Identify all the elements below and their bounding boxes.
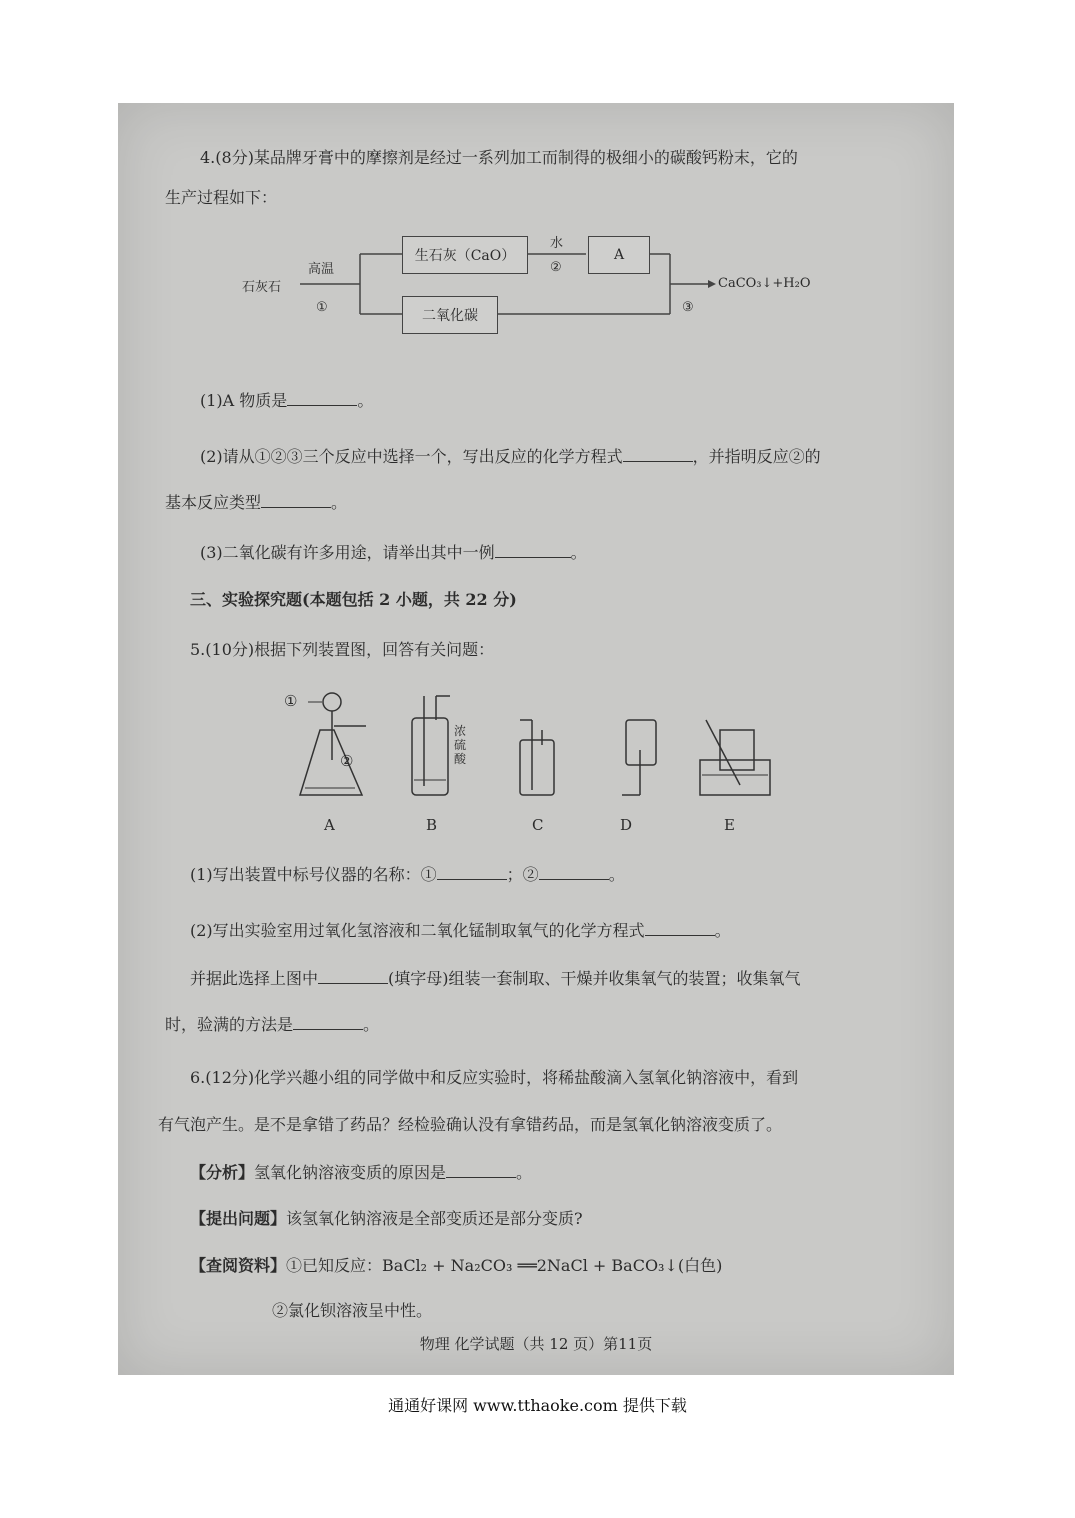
mark-2-label: ② — [340, 752, 354, 770]
q5-sub1 — [190, 862, 625, 885]
quicklime-box: 生石灰（CaO） — [402, 236, 528, 274]
mark-1-label: ① — [284, 692, 298, 710]
analysis-tag: 【分析】 — [190, 1163, 255, 1182]
apparatus-c-label: C — [532, 816, 544, 834]
step3-label: ③ — [682, 300, 694, 315]
reference-text-1: ①已知反应：BaCl₂ + Na₂CO₃ ══2NaCl + BaCO₃↓(白色) — [286, 1256, 723, 1275]
q6-reference — [190, 1253, 722, 1276]
q5-sub2-line3 — [165, 1012, 379, 1035]
period: 。 — [331, 493, 348, 512]
answer-blank — [539, 865, 609, 880]
q5-sub2d-text: 时，验满的方法是 — [165, 1015, 294, 1034]
answer-blank — [446, 1163, 516, 1178]
process-flow-diagram — [230, 218, 850, 348]
q4-sub3 — [200, 540, 587, 563]
period: 。 — [357, 391, 374, 410]
high-temp-label: 高温 — [308, 262, 335, 277]
q5-sub2 — [190, 918, 731, 941]
product-label: CaCO₃↓+H₂O — [718, 276, 811, 291]
reference-tag: 【查阅资料】 — [190, 1256, 287, 1275]
q4-sub2-text: (2)请从①②③三个反应中选择一个，写出反应的化学方程式 — [200, 447, 623, 466]
q4-sub3-text: (3)二氧化碳有许多用途，请举出其中一例 — [200, 543, 495, 562]
apparatus-a-label: A — [324, 816, 335, 834]
period: 。 — [608, 865, 625, 884]
q4-sub2-text-end: ，并指明反应②的 — [692, 447, 821, 466]
step1-label: ① — [316, 300, 328, 315]
acid-label: 浓硫酸 — [454, 724, 467, 766]
q4-sub2 — [200, 444, 821, 467]
q4-line1: 4.(8分)某品牌牙膏中的摩擦剂是经过一系列加工而制得的极细小的碳酸钙粉末，它的 — [200, 148, 798, 167]
period: 。 — [714, 921, 731, 940]
apparatus-d-label: D — [620, 816, 633, 834]
q6-question — [190, 1206, 583, 1229]
q6-line1: 6.(12分)化学兴趣小组的同学做中和反应实验时，将稀盐酸滴入氢氧化钠溶液中，看到 — [190, 1068, 799, 1087]
analysis-text: 氢氧化钠溶液变质的原因是 — [254, 1163, 447, 1182]
q5-sub2-line2 — [190, 966, 801, 989]
substance-a-box: A — [588, 236, 650, 274]
q5-intro: 5.(10分)根据下列装置图，回答有关问题： — [190, 640, 495, 659]
answer-blank — [261, 493, 331, 508]
apparatus-figure — [270, 690, 790, 840]
step2-label: ② — [550, 260, 562, 275]
apparatus-drawing — [270, 690, 790, 810]
answer-blank — [287, 391, 357, 406]
answer-blank — [318, 969, 388, 984]
water-label: 水 — [550, 236, 564, 251]
question-text: 该氢氧化钠溶液是全部变质还是部分变质? — [286, 1209, 583, 1228]
q4-sub2c — [165, 490, 347, 513]
page-footer: 物理 化学试题（共 12 页）第11页 — [419, 1335, 653, 1353]
q4-sub1 — [200, 388, 373, 411]
q6-analysis — [190, 1160, 532, 1183]
period: 。 — [363, 1015, 380, 1034]
co2-box: 二氧化碳 — [402, 296, 498, 334]
q4-line2: 生产过程如下： — [165, 188, 278, 207]
q6-reference-2: ②氯化钡溶液呈中性。 — [272, 1301, 433, 1320]
answer-blank — [623, 447, 693, 462]
answer-blank — [495, 543, 571, 558]
section3-title: 三、实验探究题(本题包括 2 小题，共 22 分) — [190, 590, 517, 609]
answer-blank — [645, 921, 715, 936]
apparatus-b-label: B — [426, 816, 438, 834]
period: 。 — [570, 543, 587, 562]
q6-line2: 有气泡产生。是不是拿错了药品？经检验确认没有拿错药品，而是氢氧化钠溶液变质了。 — [158, 1115, 783, 1134]
source-footer: 通通好课网 www.tthaoke.com 提供下载 — [388, 1396, 687, 1415]
q5-sub2c-text: (填字母)组装一套制取、干燥并收集氧气的装置；收集氧气 — [388, 969, 801, 988]
apparatus-e-label: E — [724, 816, 735, 834]
q4-sub2c-text: 基本反应类型 — [165, 493, 262, 512]
q5-sub2b-text: 并据此选择上图中 — [190, 969, 319, 988]
period: 。 — [516, 1163, 533, 1182]
q5-sub1-text2: ；② — [506, 865, 539, 884]
q5-sub1-text: (1)写出装置中标号仪器的名称：① — [190, 865, 437, 884]
answer-blank — [437, 865, 507, 880]
q4-sub1-text: (1)A 物质是 — [200, 391, 288, 410]
answer-blank — [293, 1015, 363, 1030]
limestone-label: 石灰石 — [242, 280, 282, 295]
q5-sub2-text: (2)写出实验室用过氧化氢溶液和二氧化锰制取氧气的化学方程式 — [190, 921, 645, 940]
question-tag: 【提出问题】 — [190, 1209, 287, 1228]
